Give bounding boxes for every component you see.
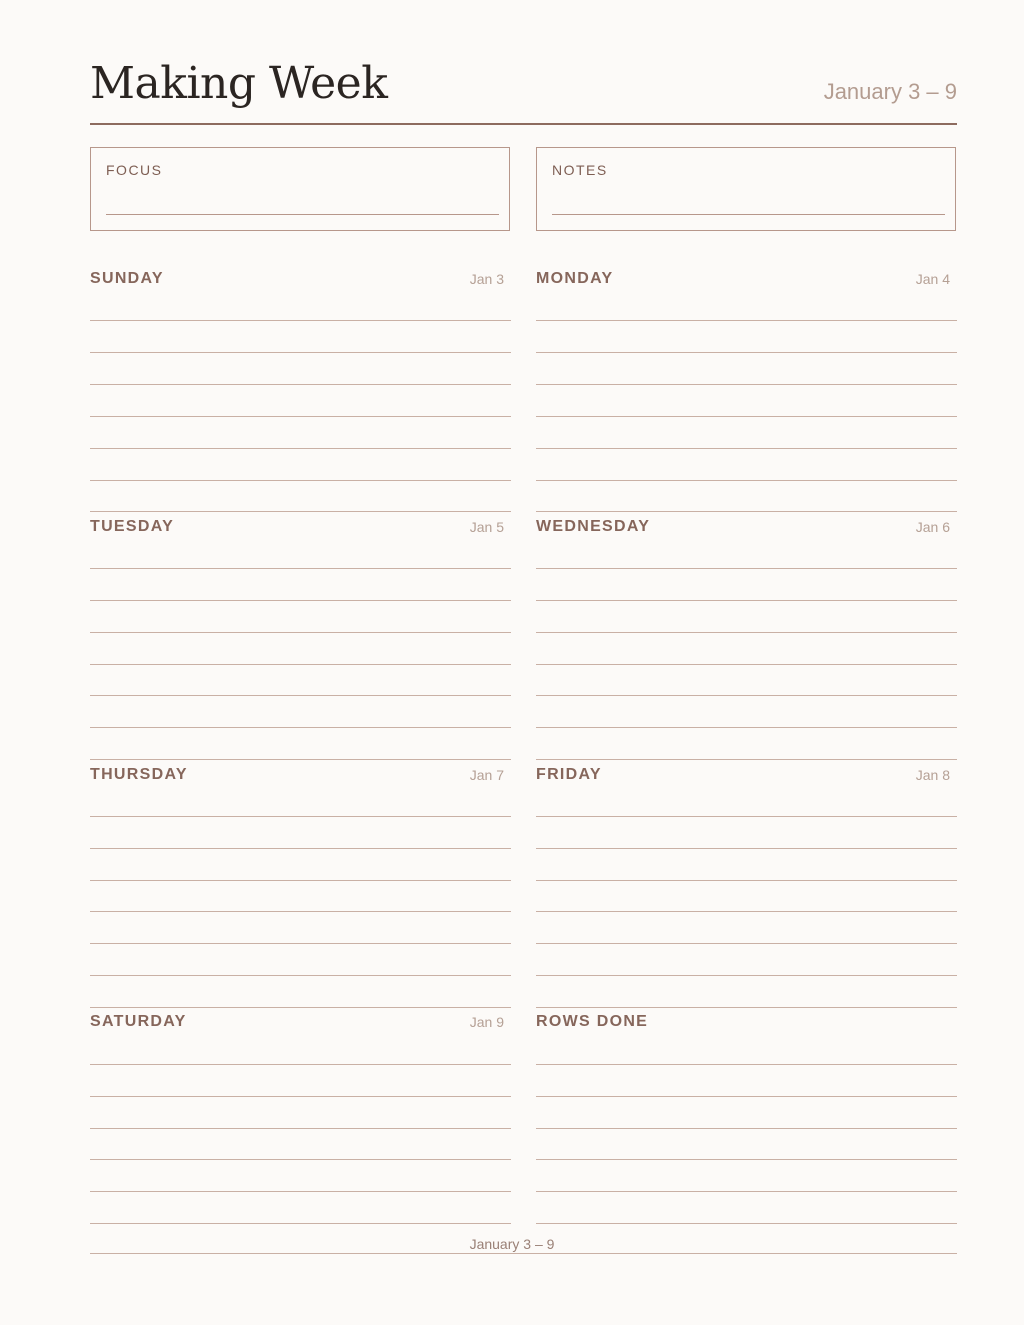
writing-line[interactable] [90, 727, 511, 728]
writing-line[interactable] [90, 1007, 511, 1008]
writing-line[interactable] [536, 600, 957, 601]
day-date: Jan 3 [469, 271, 504, 287]
writing-line[interactable] [536, 384, 957, 385]
day-date: Jan 6 [915, 519, 950, 535]
writing-line[interactable] [536, 1096, 957, 1097]
writing-line[interactable] [536, 943, 957, 944]
day-date: Jan 9 [469, 1014, 504, 1030]
notes-box[interactable] [536, 147, 956, 231]
writing-line[interactable] [536, 695, 957, 696]
writing-line[interactable] [90, 1128, 511, 1129]
writing-line[interactable] [90, 695, 511, 696]
writing-line[interactable] [536, 1128, 957, 1129]
writing-line[interactable] [536, 880, 957, 881]
day-name: FRIDAY [536, 766, 602, 783]
writing-line[interactable] [536, 1064, 957, 1065]
writing-line[interactable] [90, 511, 511, 512]
writing-line[interactable] [536, 448, 957, 449]
writing-line[interactable] [536, 664, 957, 665]
day-name: WEDNESDAY [536, 518, 651, 535]
writing-line[interactable] [90, 320, 511, 321]
writing-line[interactable] [536, 320, 957, 321]
day-date: Jan 4 [915, 271, 950, 287]
writing-line[interactable] [536, 911, 957, 912]
writing-line[interactable] [536, 816, 957, 817]
writing-line[interactable] [90, 664, 511, 665]
day-name: MONDAY [536, 270, 614, 287]
rows-done-title: ROWS DONE [536, 1013, 649, 1030]
focus-line [106, 214, 499, 215]
writing-line[interactable] [90, 1064, 511, 1065]
writing-line[interactable] [90, 1159, 511, 1160]
writing-line[interactable] [90, 384, 511, 385]
day-date: Jan 7 [469, 767, 504, 783]
writing-line[interactable] [90, 975, 511, 976]
writing-line[interactable] [90, 480, 511, 481]
notes-line [552, 214, 945, 215]
page-title: Making Week [90, 58, 388, 109]
day-name: SUNDAY [90, 270, 164, 287]
writing-line[interactable] [536, 511, 957, 512]
writing-line[interactable] [90, 943, 511, 944]
writing-line[interactable] [90, 568, 511, 569]
writing-line[interactable] [536, 1159, 957, 1160]
writing-line[interactable] [90, 911, 511, 912]
focus-label: FOCUS [106, 162, 163, 178]
footer-divider [90, 1253, 957, 1254]
writing-line[interactable] [90, 352, 511, 353]
writing-line[interactable] [536, 632, 957, 633]
writing-line[interactable] [536, 759, 957, 760]
writing-line[interactable] [90, 759, 511, 760]
focus-box[interactable] [90, 147, 510, 231]
writing-line[interactable] [90, 632, 511, 633]
writing-line[interactable] [90, 1096, 511, 1097]
writing-line[interactable] [536, 480, 957, 481]
writing-line[interactable] [90, 416, 511, 417]
writing-line[interactable] [536, 1007, 957, 1008]
writing-line[interactable] [90, 880, 511, 881]
writing-line[interactable] [536, 727, 957, 728]
notes-label: NOTES [552, 162, 608, 178]
writing-line[interactable] [536, 848, 957, 849]
day-name: SATURDAY [90, 1013, 187, 1030]
writing-line[interactable] [90, 848, 511, 849]
writing-line[interactable] [90, 448, 511, 449]
writing-line[interactable] [90, 1223, 511, 1224]
writing-line[interactable] [536, 352, 957, 353]
writing-line[interactable] [536, 416, 957, 417]
footer-date-range: January 3 – 9 [469, 1236, 555, 1252]
writing-line[interactable] [536, 1223, 957, 1224]
writing-line[interactable] [90, 600, 511, 601]
writing-line[interactable] [536, 1191, 957, 1192]
writing-line[interactable] [536, 568, 957, 569]
date-range: January 3 – 9 [823, 79, 957, 104]
day-name: TUESDAY [90, 518, 175, 535]
day-date: Jan 8 [915, 767, 950, 783]
header-divider [90, 123, 957, 125]
day-date: Jan 5 [469, 519, 504, 535]
writing-line[interactable] [90, 816, 511, 817]
writing-line[interactable] [536, 975, 957, 976]
writing-line[interactable] [90, 1191, 511, 1192]
day-name: THURSDAY [90, 766, 188, 783]
